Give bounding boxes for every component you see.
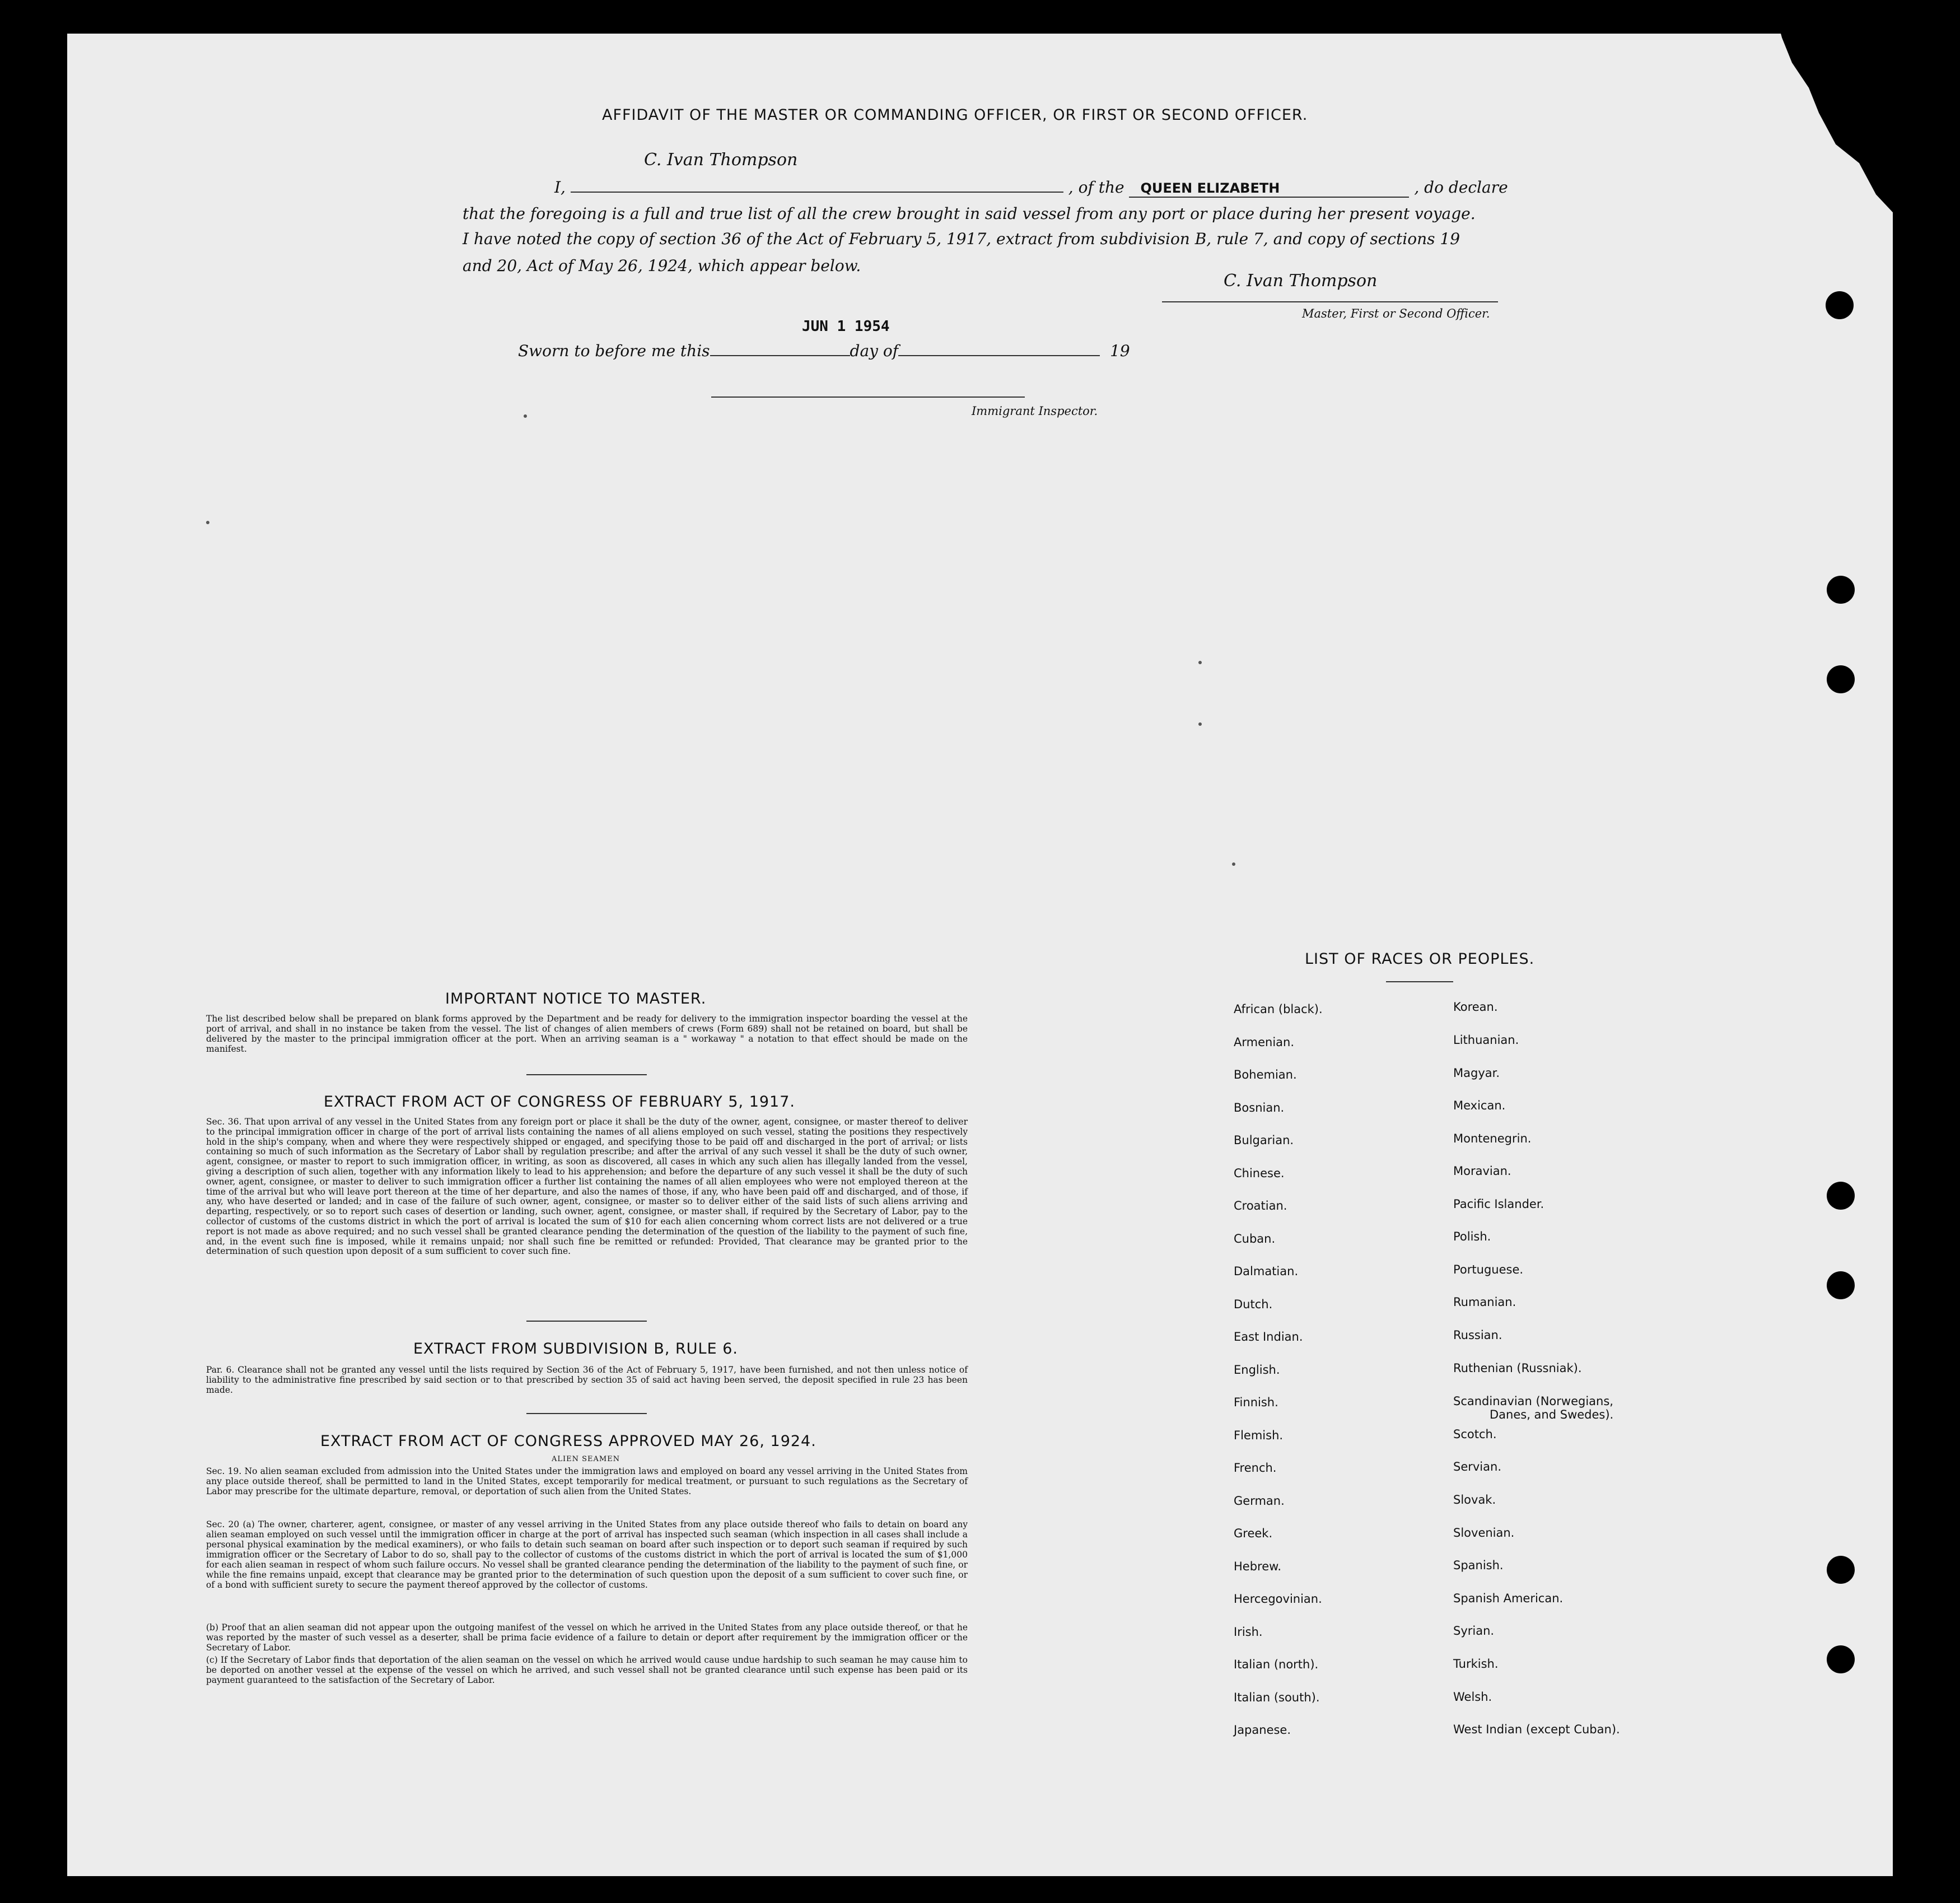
sworn-day: day of [850, 342, 899, 360]
race-item: Dutch. [1234, 1297, 1273, 1311]
race-item: Polish. [1453, 1230, 1491, 1243]
subdivision-title: EXTRACT FROM SUBDIVISION B, RULE 6. [413, 1340, 738, 1358]
race-item: Rumanian. [1453, 1295, 1516, 1309]
punch-hole [1827, 1645, 1855, 1673]
race-item: Welsh. [1453, 1690, 1492, 1704]
race-item: English. [1234, 1363, 1280, 1377]
punch-hole [1827, 576, 1855, 604]
race-item: Spanish. [1453, 1559, 1504, 1572]
race-item: Portuguese. [1453, 1263, 1524, 1276]
extract-1917-title: EXTRACT FROM ACT OF CONGRESS OF FEBRUARY 5, 1917. [324, 1093, 795, 1111]
race-item: Hercegovinian. [1234, 1592, 1322, 1606]
vessel-line [1129, 178, 1409, 198]
sec20a-text: Sec. 20 (a) The owner, charterer, agent, consignee, or master of any vessel arriving in the United States from any place outside thereof who fails to detain on board any alien seaman employed on such vessel until the immigration officer in charge at the port of arrival has inspected such seaman (which inspection in all cases shall include a personal physical examination by the medical examiners), or who fails to detain such seaman on board after such inspection or to deport such seaman if required by such immigration officer or the Secretary of Labor to do so, shall pay to the collector of customs of the customs district in which the port of arrival is located the sum of $1,000 for each alien seaman in respect of whom such failure occurs. No vessel shall be granted clearance pending the determination of the liability to the payment of such fine, or while the fine remains unpaid, except that clearance may be granted prior to the determination of such question upon the deposit of a sum sufficient to cover such fine, or of a bond with sufficient surety to secure the payment thereof approved by the collector of customs. [206, 1519, 968, 1590]
race-item: Bosnian. [1234, 1100, 1285, 1114]
document-page [67, 34, 1893, 1876]
race-item: Japanese. [1234, 1723, 1291, 1737]
race-item: Servian. [1453, 1460, 1501, 1473]
bleed-dot [206, 521, 209, 524]
sworn-prefix: Sworn to before me this [518, 342, 710, 360]
race-item: Irish. [1234, 1625, 1263, 1639]
race-item: West Indian (except Cuban). [1453, 1723, 1620, 1736]
sec20b-text: (b) Proof that an alien seaman did not appear upon the outgoing manifest of the vessel on which he arrived in the United States from any place outside thereof, or that he was reported by the master of such vessel as a deserter, shall be prima facie evidence of a failure to detain or deport after requirement by the immigration officer or the Secretary of Labor. [206, 1622, 968, 1653]
punch-hole [1827, 1271, 1855, 1299]
intro-i: I, [554, 178, 566, 197]
races-title-underline [1386, 981, 1453, 982]
punch-hole [1827, 665, 1855, 693]
race-item: Pacific Islander. [1453, 1197, 1544, 1211]
race-item: Slovak. [1453, 1493, 1496, 1506]
affidavit-line-2: that the foregoing is a full and true list of all the crew brought in said vessel from any port or place during her present voyage. [463, 204, 1476, 223]
vessel-name-stamp: QUEEN ELIZABETH [1140, 180, 1280, 196]
sworn-year: 19 [1110, 342, 1130, 360]
extract-1924-title: EXTRACT FROM ACT OF CONGRESS APPROVED MAY 26, 1924. [320, 1433, 816, 1450]
race-item: Dalmatian. [1234, 1265, 1299, 1278]
divider [526, 1321, 647, 1322]
bleed-dot [524, 414, 527, 418]
signature-line [1162, 301, 1498, 302]
race-item: Bulgarian. [1234, 1134, 1294, 1147]
sworn-month-line [898, 355, 1100, 356]
race-item: Scandinavian (Norwegians, [1453, 1394, 1613, 1408]
race-item: Spanish American. [1453, 1592, 1564, 1605]
race-item: Chinese. [1234, 1166, 1285, 1180]
inspector-caption: Immigrant Inspector. [972, 404, 1098, 418]
punch-hole [1826, 291, 1854, 319]
bleed-dot [1232, 862, 1235, 866]
race-item: Cuban. [1234, 1232, 1276, 1246]
affidavit-line-4: and 20, Act of May 26, 1924, which appear below. [463, 256, 861, 275]
bleed-dot [1198, 722, 1202, 726]
notice-title: IMPORTANT NOTICE TO MASTER. [445, 990, 707, 1008]
race-item: Ruthenian (Russniak). [1453, 1361, 1582, 1375]
race-item: Slovenian. [1453, 1526, 1515, 1540]
race-item: Bohemian. [1234, 1068, 1297, 1081]
race-item: Greek. [1234, 1527, 1273, 1540]
punch-hole [1827, 1182, 1855, 1210]
sworn-day-line [710, 355, 850, 356]
sworn-line [518, 342, 1130, 360]
do-declare: , do declare [1414, 178, 1508, 197]
notice-text: The list described below shall be prepared on blank forms approved by the Department and be ready for delivery to the immigration inspector boarding the vessel at the port of arrival, and shall in no instance be taken from the vessel. The list of changes of alien members of crews (Form 689) shall not be retained on board, but shall be delivered by the master to the principal immigration officer at the port. When an arriving seaman is a " workaway " a notation to that effect should be made on the manifest. [206, 1014, 968, 1054]
sec20c-text: (c) If the Secretary of Labor finds that deportation of the alien seaman on the vessel on which he arrived would cause undue hardship to such seaman he may cause him to be deported on another vessel at the expense of the vessel on which he arrived, and such vessel shall not be granted clearance until such expense has been paid or its payment guaranteed to the satisfaction of the Secretary of Labor. [206, 1655, 968, 1685]
bleed-dot [1198, 661, 1202, 664]
sec19-text: Sec. 19. No alien seaman excluded from admission into the United States under the immigration laws and employed on board any vessel arriving in the United States from any place outside thereof, shall be permitted to land in the United States, except temporarily for medical treatment, or pursuant to such regulations as the Secretary of Labor may prescribe for the ultimate departure, removal, or deportation of such alien from the United States. [206, 1466, 968, 1496]
race-item: East Indian. [1234, 1330, 1303, 1344]
races-title: LIST OF RACES OR PEOPLES. [1305, 950, 1535, 968]
race-item: Armenian. [1234, 1035, 1295, 1049]
subdivision-text: Par. 6. Clearance shall not be granted any vessel until the lists required by Section 36 of the Act of February 5, 1917, have been furnished, and not then unless notice of liability to the administrative fine prescribed by said section or to that prescribed by section 35 of said act having been served, the deposit specified in rule 23 has been made. [206, 1365, 968, 1395]
divider [526, 1413, 647, 1414]
race-item: Italian (north). [1234, 1658, 1319, 1671]
signature-bottom: C. Ivan Thompson [1224, 271, 1378, 291]
race-item: Mexican. [1453, 1099, 1506, 1112]
signature-top: C. Ivan Thompson [644, 150, 798, 170]
race-item: Moravian. [1453, 1164, 1511, 1178]
race-item: Flemish. [1234, 1428, 1284, 1442]
race-item: Magyar. [1453, 1066, 1500, 1080]
extract-1917-text: Sec. 36. That upon arrival of any vessel in the United States from any foreign port or place it shall be the duty of the owner, agent, consignee, or master thereof to deliver to the principal immigration officer in charge of the port of arrival lists containing the names of all aliens employed on such vessel, stating the positions they respectively hold in the ship's company, when and where they were respectively shipped or engaged, and specifying those to be paid off and discharged in the port of arrival; or lists containing so much of such information as the Secretary of Labor shall by regulation prescribe; and after the arrival of any such vessel it shall be the duty of such owner, agent, consignee, or master to report to such immigration officer, in writing, as soon as discovered, all cases in which any such alien has illegally landed from the vessel, giving a description of such alien, together with any information likely to lead to his apprehension; and before the departure of any such vessel it shall be the duty of such owner, agent, consignee, or master to deliver to such immigration officer a further list containing the names of all alien employees who were not employed thereon at the time of the arrival but who will leave port thereon at the time of her departure, and also the names of those, if any, who have been paid off and discharged, and of those, if any, who have deserted or landed; and in case of the failure of such owner, agent, consignee, or master so to deliver either of the said lists of such aliens arriving and departing, respectively, or so to report such cases of desertion or landing, such owner, agent, consignee, or master shall, if required by the Secretary of Labor, pay to the collector of customs of the customs district in which the port of arrival is located the sum of $10 for each alien concerning whom correct lists are not delivered or a true report is not made as above required; and no such vessel shall be granted clearance pending the determination of the question of the liability to the payment of such fine, and, in the event such fine is imposed, while it remains unpaid; nor shall such fine be remitted or refunded: Provided, That clearance may be granted prior to the determination of such question upon deposit of a sum sufficient to cover such fine. [206, 1117, 968, 1257]
name-line [571, 192, 1063, 193]
affidavit-line-3: I have noted the copy of section 36 of the Act of February 5, 1917, extract from subdivision B, rule 7, and copy of sections 19 [463, 230, 1460, 248]
punch-hole [1827, 1556, 1855, 1584]
race-item: Finnish. [1234, 1396, 1278, 1409]
race-item: Syrian. [1453, 1624, 1495, 1638]
date-stamp: JUN 1 1954 [802, 318, 890, 335]
race-item: French. [1234, 1461, 1277, 1475]
race-item: Danes, and Swedes). [1490, 1408, 1614, 1421]
race-item: Croatian. [1234, 1199, 1287, 1212]
race-item: Montenegrin. [1453, 1132, 1532, 1145]
signature-caption: Master, First or Second Officer. [1302, 307, 1490, 320]
race-item: Russian. [1453, 1328, 1502, 1342]
race-item: Scotch. [1453, 1428, 1497, 1441]
affidavit-line-1 [554, 178, 1518, 198]
race-item: African (black). [1234, 1002, 1323, 1016]
race-item: Italian (south). [1234, 1690, 1320, 1704]
divider [526, 1074, 647, 1075]
race-item: Turkish. [1453, 1657, 1499, 1671]
of-the: , of the [1068, 178, 1124, 197]
alien-seamen-subtitle: ALIEN SEAMEN [552, 1455, 620, 1463]
race-item: Korean. [1453, 1000, 1498, 1014]
affidavit-title: AFFIDAVIT OF THE MASTER OR COMMANDING OFFICER, OR FIRST OR SECOND OFFICER. [602, 106, 1308, 124]
race-item: Hebrew. [1234, 1559, 1282, 1573]
race-item: German. [1234, 1494, 1285, 1508]
race-item: Lithuanian. [1453, 1033, 1519, 1047]
inspector-signature-line [711, 397, 1025, 398]
